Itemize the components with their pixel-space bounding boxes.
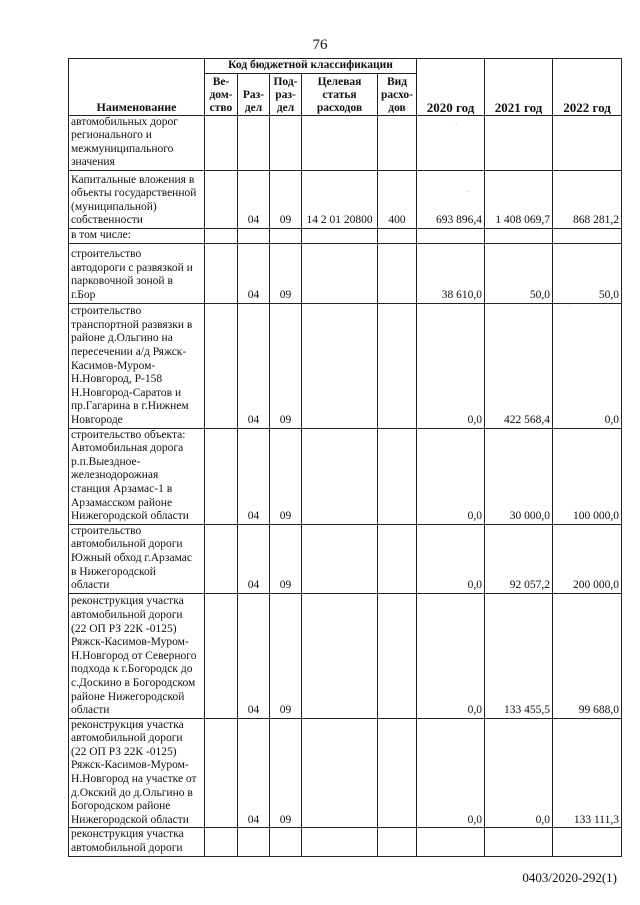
scan-speck: · [569, 302, 572, 310]
vedomstvo-cell [205, 593, 238, 718]
header-2021: 2021 год [485, 59, 553, 116]
header-line: Под- [273, 75, 298, 88]
row-name-line: автодороги с развязкой и [71, 261, 193, 274]
amount-2020-cell: 693 896,4 [417, 170, 485, 228]
target-article-cell: 14 2 01 20800 [302, 170, 378, 228]
amount-2020-cell [417, 828, 485, 856]
target-article-cell [302, 115, 378, 170]
amount-2022-cell: 100 000,0 [553, 428, 622, 524]
amount-2020-cell: 0,0 [417, 303, 485, 428]
row-name-line: с.Доскино в Богородском [71, 676, 196, 689]
podrazdel-cell: 09 [270, 428, 302, 524]
target-article-cell [302, 428, 378, 524]
podrazdel-cell: 09 [270, 718, 302, 828]
table-row [69, 243, 622, 303]
row-name [69, 718, 205, 828]
expense-type-cell [378, 828, 417, 856]
table-row [69, 115, 622, 170]
header-line: расходов [316, 101, 363, 114]
row-name-line: строительство [71, 305, 142, 318]
podrazdel-cell: 09 [270, 303, 302, 428]
row-name-line: районе Нижегородской [71, 690, 185, 703]
vedomstvo-cell [205, 524, 238, 593]
row-name-line: Капитальные вложения в [71, 173, 195, 186]
row-name-line: Ряжск-Касимов-Муром- [71, 636, 189, 649]
row-name-line: (22 ОП РЗ 22К -0125) [71, 622, 177, 635]
amount-2020-cell: 0,0 [417, 718, 485, 828]
podrazdel-cell [270, 115, 302, 170]
header-line: дел [276, 101, 295, 114]
vedomstvo-cell [205, 170, 238, 228]
row-name-line: районе д.Ольгино на [71, 332, 173, 345]
row-name-line: автомобильной дороги [71, 842, 183, 855]
header-line: расхо- [381, 88, 413, 101]
amount-2021-cell: 0,0 [485, 718, 553, 828]
row-name-line: железнодорожная [71, 469, 159, 482]
header-line: дов [388, 101, 406, 114]
row-name [69, 828, 205, 856]
podrazdel-cell: 09 [270, 170, 302, 228]
row-name-line: подхода к г.Богородск до [71, 663, 193, 676]
expense-type-cell [378, 428, 417, 524]
header-podrazdel [270, 73, 302, 115]
header-classification-group: Код бюджетной классификации [205, 59, 417, 74]
expense-type-cell [378, 303, 417, 428]
razdel-cell: 04 [238, 524, 270, 593]
row-name-line: Богородском районе [71, 800, 171, 813]
target-article-cell [302, 524, 378, 593]
expense-type-cell [378, 524, 417, 593]
row-name-line: (22 ОП РЗ 22К -0125) [71, 745, 177, 758]
header-name: Наименование [69, 59, 205, 116]
amount-2021-cell [485, 228, 553, 243]
row-name [69, 243, 205, 303]
row-name-line: области [71, 579, 110, 592]
row-name-line: реконструкция участка [71, 718, 184, 731]
amount-2021-cell [485, 115, 553, 170]
row-name-line: строительство [71, 248, 142, 261]
podrazdel-cell [270, 828, 302, 856]
razdel-cell: 04 [238, 170, 270, 228]
row-name [69, 115, 205, 170]
table-row [69, 828, 622, 856]
document-code: 0403/2020-292(1) [522, 870, 617, 885]
vedomstvo-cell [205, 243, 238, 303]
amount-2020-cell: 0,0 [417, 593, 485, 718]
row-name-line: пересечении а/д Ряжск- [71, 346, 187, 358]
row-name-line: Нижегородской области [71, 510, 189, 523]
row-name-line: значения [71, 156, 115, 169]
razdel-cell [238, 828, 270, 856]
amount-2021-cell: 30 000,0 [485, 428, 553, 524]
amount-2021-cell [485, 828, 553, 856]
razdel-cell: 04 [238, 718, 270, 828]
row-name-line: области [71, 704, 110, 717]
row-name-line: р.п.Выездное- [71, 455, 141, 468]
amount-2022-cell: 200 000,0 [553, 524, 622, 593]
amount-2022-cell: 0,0 [553, 303, 622, 428]
row-name-line: транспортной развязки в [71, 318, 193, 331]
header-2022: 2022 год [553, 59, 622, 116]
podrazdel-cell [270, 228, 302, 243]
row-name [69, 428, 205, 524]
row-name-line: Арзамасском районе [71, 496, 173, 509]
row-name-line: Южный обход г.Арзамас [71, 551, 192, 564]
header-line: дел [244, 101, 263, 114]
row-name-line: межмуниципального [71, 142, 174, 155]
row-name-line: Н.Новгород на участке от [71, 773, 197, 786]
header-expense-type [378, 73, 417, 115]
target-article-cell [302, 303, 378, 428]
amount-2020-cell: 0,0 [417, 524, 485, 593]
podrazdel-cell: 09 [270, 524, 302, 593]
row-name-line: автомобильной дороги [71, 538, 183, 551]
amount-2020-cell [417, 228, 485, 243]
target-article-cell [302, 828, 378, 856]
row-name [69, 593, 205, 718]
row-name-line: собственности [71, 214, 143, 227]
row-name-line: строительство [71, 524, 142, 537]
header-line: Целевая [317, 75, 362, 88]
row-name-line: реконструкция участка [71, 595, 184, 608]
header-razdel [238, 73, 270, 115]
vedomstvo-cell [205, 428, 238, 524]
header-target-article [302, 73, 378, 115]
table-row [69, 428, 622, 524]
amount-2020-cell: 0,0 [417, 428, 485, 524]
expense-type-cell [378, 115, 417, 170]
row-name-line: строительство объекта: [71, 428, 186, 441]
vedomstvo-cell [205, 303, 238, 428]
expense-type-cell [378, 243, 417, 303]
row-name-line: Н.Новгород, Р-158 [71, 373, 163, 386]
amount-2022-cell [553, 228, 622, 243]
podrazdel-cell: 09 [270, 243, 302, 303]
row-name-line: автомобильной дороги [71, 732, 183, 745]
row-name-line: автомобильной дороги [71, 608, 183, 621]
amount-2021-cell: 1 408 069,7 [485, 170, 553, 228]
header-line: статья [322, 88, 357, 101]
scan-speck: · [467, 188, 470, 196]
amount-2022-cell [553, 115, 622, 170]
amount-2021-cell: 50,0 [485, 243, 553, 303]
razdel-cell: 04 [238, 303, 270, 428]
header-line: дом- [209, 88, 233, 101]
row-name-line: г.Бор [71, 288, 96, 301]
row-name-line: Касимов-Муром- [71, 359, 156, 372]
header-line: Вид [386, 75, 408, 88]
row-name-line: регионального и [71, 129, 152, 142]
row-name-line: Ряжск-Касимов-Муром- [71, 759, 189, 772]
target-article-cell [302, 718, 378, 828]
row-name-line: Автомобильная дорога [71, 442, 184, 455]
row-name-line: парковочной зоной в [71, 275, 173, 288]
row-name-line: Нижегородской области [71, 813, 189, 826]
row-name-line: автомобильных дорог [71, 115, 178, 128]
amount-2022-cell [553, 828, 622, 856]
table-row [69, 524, 622, 593]
table-row [69, 593, 622, 718]
row-name-line: пр.Гагарина в г.Нижнем [71, 400, 189, 413]
razdel-cell: 04 [238, 243, 270, 303]
row-name-line: в том числе: [71, 228, 131, 241]
row-name-line: д.Окский до д.Ольгино в [71, 786, 193, 799]
amount-2022-cell: 133 111,3 [553, 718, 622, 828]
row-name [69, 228, 205, 243]
row-name-line: Н.Новгород от Северного [71, 649, 197, 662]
expense-type-cell [378, 593, 417, 718]
header-line: Ве- [212, 75, 230, 88]
amount-2020-cell: 38 610,0 [417, 243, 485, 303]
razdel-cell [238, 228, 270, 243]
row-name-line: объекты государственной [71, 187, 197, 200]
target-article-cell [302, 243, 378, 303]
expense-type-cell [378, 718, 417, 828]
budget-table [68, 58, 622, 857]
amount-2020-cell [417, 115, 485, 170]
table-row [69, 228, 622, 243]
scan-speck: · [455, 121, 458, 129]
expense-type-cell: 400 [378, 170, 417, 228]
row-name [69, 170, 205, 228]
amount-2022-cell: 868 281,2 [553, 170, 622, 228]
row-name-line: реконструкция участка [71, 828, 184, 841]
header-line: раз- [275, 88, 296, 101]
table-row [69, 303, 622, 428]
amount-2021-cell: 133 455,5 [485, 593, 553, 718]
razdel-cell: 04 [238, 428, 270, 524]
expense-type-cell [378, 228, 417, 243]
vedomstvo-cell [205, 115, 238, 170]
amount-2022-cell: 50,0 [553, 243, 622, 303]
table-row [69, 170, 622, 228]
row-name-line: (муниципальной) [71, 200, 157, 213]
amount-2021-cell: 422 568,4 [485, 303, 553, 428]
row-name-line: Н.Новгород-Саратов и [71, 386, 182, 399]
header-line: Раз- [242, 88, 265, 101]
vedomstvo-cell [205, 718, 238, 828]
target-article-cell [302, 228, 378, 243]
row-name [69, 303, 205, 428]
page-number: 76 [312, 37, 328, 53]
razdel-cell: 04 [238, 593, 270, 718]
row-name-line: в Нижегородской [71, 565, 156, 578]
header-line: ство [209, 101, 233, 114]
table-row [69, 718, 622, 828]
razdel-cell [238, 115, 270, 170]
vedomstvo-cell [205, 828, 238, 856]
vedomstvo-cell [205, 228, 238, 243]
row-name-line: станция Арзамас-1 в [71, 482, 173, 495]
podrazdel-cell: 09 [270, 593, 302, 718]
header-vedomstvo [205, 73, 238, 115]
row-name-line: Новгороде [71, 413, 123, 426]
header-2020: 2020 год [417, 59, 485, 116]
amount-2022-cell: 99 688,0 [553, 593, 622, 718]
row-name [69, 524, 205, 593]
amount-2021-cell: 92 057,2 [485, 524, 553, 593]
target-article-cell [302, 593, 378, 718]
